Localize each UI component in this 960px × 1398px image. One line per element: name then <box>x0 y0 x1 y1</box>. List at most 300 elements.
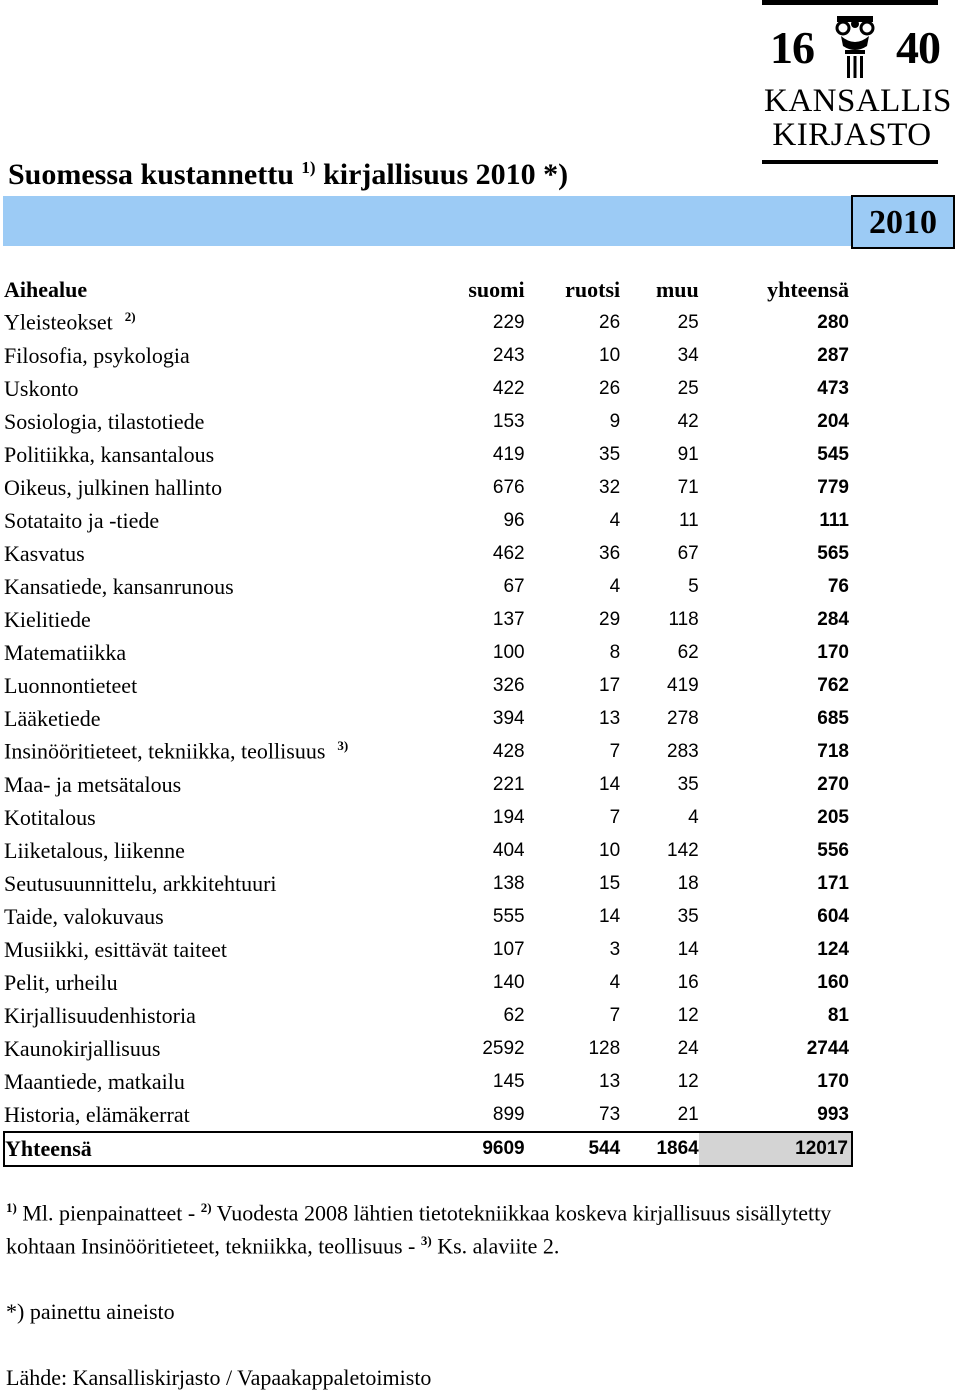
table-row <box>4 966 852 999</box>
row-total <box>699 537 852 570</box>
row-area <box>4 405 403 438</box>
row-ruotsi-text: 3 <box>609 938 621 960</box>
row-suomi-text: 2592 <box>482 1037 525 1059</box>
footnote-2-text2: Ks. alaviite 2. <box>431 1233 560 1259</box>
header-area: Aihealue <box>4 276 88 302</box>
table-row <box>4 570 852 603</box>
row-muu-text: 142 <box>667 839 699 861</box>
row-muu <box>620 702 699 735</box>
header-total: yhteensä <box>767 276 849 302</box>
row-area <box>4 999 403 1032</box>
row-ruotsi <box>525 1098 621 1132</box>
row-total <box>699 834 852 867</box>
row-ruotsi <box>525 504 621 537</box>
row-area-text: Filosofia, psykologia <box>4 342 190 368</box>
row-area <box>4 603 403 636</box>
row-muu <box>620 405 699 438</box>
row-area <box>4 471 403 504</box>
row-total-text: 205 <box>817 806 849 828</box>
row-suomi-text: 100 <box>492 641 525 663</box>
row-ruotsi <box>525 735 621 768</box>
row-muu <box>620 999 699 1032</box>
row-total <box>699 900 852 933</box>
row-muu <box>620 1065 699 1098</box>
table-row <box>4 900 852 933</box>
row-area <box>4 372 403 405</box>
row-ruotsi-text: 13 <box>599 707 621 729</box>
footnote-2-text1: kohtaan Insinööritieteet, tekniikka, teollisuus - <box>6 1233 421 1259</box>
row-suomi <box>403 372 524 405</box>
row-suomi-text: 899 <box>492 1103 525 1125</box>
row-suomi <box>403 504 524 537</box>
row-area <box>4 1065 403 1098</box>
row-area-text: Kasvatus <box>4 540 85 566</box>
row-total-text: 779 <box>817 476 849 498</box>
row-area <box>4 438 403 471</box>
row-muu-text: 34 <box>677 344 699 366</box>
row-total-text: 284 <box>817 608 849 630</box>
row-suomi-text: 462 <box>492 542 525 564</box>
row-area-text: Liiketalous, liikenne <box>4 837 185 863</box>
row-ruotsi-text: 17 <box>599 674 621 696</box>
column-capital-icon <box>833 14 877 80</box>
row-total <box>699 768 852 801</box>
row-ruotsi <box>525 669 621 702</box>
row-total-text: 171 <box>817 872 849 894</box>
row-ruotsi <box>525 702 621 735</box>
row-total <box>699 471 852 504</box>
row-suomi <box>403 1032 524 1065</box>
row-muu-text: 12 <box>677 1004 699 1026</box>
total-row <box>4 1132 852 1166</box>
table-row <box>4 603 852 636</box>
row-area-text: Kaunokirjallisuus <box>4 1035 161 1061</box>
row-area <box>4 504 403 537</box>
title-before: Suomessa kustannettu <box>8 158 294 191</box>
row-muu-text: 5 <box>688 575 699 597</box>
row-area <box>4 834 403 867</box>
table-row <box>4 372 852 405</box>
title-after: kirjallisuus 2010 *) <box>323 158 569 191</box>
row-total-text: 718 <box>817 740 849 762</box>
total-total: 12017 <box>699 1132 852 1166</box>
row-total <box>699 372 852 405</box>
row-suomi-text: 140 <box>492 971 525 993</box>
row-total <box>699 636 852 669</box>
footnote-1 <box>6 1200 831 1226</box>
table-row <box>4 867 852 900</box>
table-row <box>4 1065 852 1098</box>
row-area-text: Musiikki, esittävät taiteet <box>4 936 228 962</box>
row-area <box>4 735 403 768</box>
row-area <box>4 702 403 735</box>
row-area <box>4 933 403 966</box>
total-suomi: 9609 <box>403 1132 524 1166</box>
logo-year-right: 40 <box>896 21 940 73</box>
row-muu-text: 4 <box>688 806 699 828</box>
row-ruotsi <box>525 405 621 438</box>
logo-name-line2: KIRJASTO <box>772 117 932 153</box>
table-header-row <box>4 273 852 306</box>
row-area-text: Yleisteokset <box>4 309 113 335</box>
row-total <box>699 966 852 999</box>
row-ruotsi <box>525 306 621 339</box>
row-total-text: 604 <box>817 905 849 927</box>
row-suomi <box>403 306 524 339</box>
row-suomi-text: 555 <box>492 905 525 927</box>
row-total-text: 170 <box>817 641 849 663</box>
row-ruotsi <box>525 372 621 405</box>
logo-year-left: 16 <box>770 21 814 73</box>
row-suomi <box>403 735 524 768</box>
row-muu <box>620 570 699 603</box>
table-row <box>4 834 852 867</box>
table-row <box>4 801 852 834</box>
total-area: Yhteensä <box>4 1132 403 1166</box>
row-total-text: 170 <box>817 1070 849 1092</box>
row-total <box>699 999 852 1032</box>
row-total <box>699 702 852 735</box>
row-area-footnote: 2) <box>124 309 136 325</box>
year-box: 2010 <box>851 195 955 249</box>
row-total <box>699 801 852 834</box>
table-row <box>4 339 852 372</box>
row-area-text: Insinööritieteet, tekniikka, teollisuus <box>4 738 326 764</box>
row-muu-text: 14 <box>677 938 699 960</box>
row-suomi <box>403 636 524 669</box>
row-ruotsi-text: 26 <box>599 311 621 333</box>
row-ruotsi <box>525 1065 621 1098</box>
footnote-1-sup2: 2) <box>200 1200 212 1215</box>
row-ruotsi <box>525 900 621 933</box>
row-suomi-text: 194 <box>492 806 525 828</box>
row-area-text: Taide, valokuvaus <box>4 903 164 929</box>
row-suomi <box>403 768 524 801</box>
row-suomi-text: 137 <box>492 608 525 630</box>
row-suomi <box>403 1065 524 1098</box>
row-ruotsi <box>525 339 621 372</box>
row-ruotsi-text: 8 <box>609 641 621 663</box>
row-suomi-text: 419 <box>492 443 525 465</box>
row-suomi <box>403 999 524 1032</box>
row-suomi-text: 394 <box>492 707 525 729</box>
total-ruotsi: 544 <box>525 1132 621 1166</box>
row-total-text: 111 <box>819 509 849 531</box>
row-ruotsi-text: 13 <box>599 1070 621 1092</box>
row-muu <box>620 669 699 702</box>
row-suomi-text: 138 <box>492 872 525 894</box>
row-area-text: Sotataito ja -tiede <box>4 507 160 533</box>
row-muu <box>620 834 699 867</box>
row-muu <box>620 438 699 471</box>
row-muu-text: 11 <box>679 509 699 531</box>
row-suomi <box>403 966 524 999</box>
row-total-text: 473 <box>817 377 849 399</box>
row-area-footnote: 3) <box>337 738 349 754</box>
row-muu-text: 118 <box>668 608 699 630</box>
row-ruotsi-text: 128 <box>588 1037 621 1059</box>
row-total-text: 685 <box>817 707 849 729</box>
row-area <box>4 669 403 702</box>
table-row <box>4 471 852 504</box>
row-suomi <box>403 867 524 900</box>
row-total <box>699 438 852 471</box>
row-ruotsi-text: 4 <box>609 575 621 597</box>
row-muu <box>620 339 699 372</box>
row-ruotsi-text: 15 <box>599 872 621 894</box>
footnote-1-sup1: 1) <box>6 1200 17 1215</box>
row-suomi-text: 153 <box>492 410 525 432</box>
footnote-2-sup: 3) <box>420 1233 432 1248</box>
row-ruotsi <box>525 636 621 669</box>
row-muu-text: 67 <box>677 542 699 564</box>
header-suomi: suomi <box>468 276 525 302</box>
row-area <box>4 537 403 570</box>
table-row <box>4 1032 852 1065</box>
row-muu <box>620 900 699 933</box>
table-row <box>4 504 852 537</box>
row-muu-text: 25 <box>677 377 699 399</box>
table-row <box>4 537 852 570</box>
row-total <box>699 405 852 438</box>
row-suomi-text: 96 <box>503 509 525 531</box>
row-muu <box>620 768 699 801</box>
row-muu <box>620 537 699 570</box>
row-total <box>699 504 852 537</box>
row-suomi-text: 67 <box>503 575 525 597</box>
header-muu: muu <box>655 276 699 302</box>
table-row <box>4 768 852 801</box>
page-title <box>8 158 568 192</box>
row-muu-text: 16 <box>677 971 699 993</box>
row-ruotsi-text: 36 <box>599 542 621 564</box>
row-ruotsi <box>525 570 621 603</box>
row-muu <box>620 306 699 339</box>
row-area-text: Matematiikka <box>4 639 127 665</box>
kansalliskirjasto-logo <box>760 0 952 168</box>
row-suomi <box>403 537 524 570</box>
row-area-text: Pelit, urheilu <box>4 969 118 995</box>
row-muu <box>620 933 699 966</box>
row-ruotsi <box>525 471 621 504</box>
row-area <box>4 1098 403 1132</box>
row-ruotsi-text: 10 <box>599 344 621 366</box>
row-suomi <box>403 669 524 702</box>
row-ruotsi <box>525 768 621 801</box>
row-muu <box>620 603 699 636</box>
header-band <box>3 196 853 246</box>
row-ruotsi-text: 35 <box>599 443 621 465</box>
row-ruotsi-text: 7 <box>609 806 621 828</box>
row-ruotsi <box>525 966 621 999</box>
row-suomi-text: 229 <box>492 311 525 333</box>
row-area-text: Luonnontieteet <box>4 672 138 698</box>
row-muu-text: 71 <box>677 476 699 498</box>
row-ruotsi-text: 10 <box>599 839 621 861</box>
footnote-1-text1: Ml. pienpainatteet - <box>16 1200 201 1226</box>
row-muu-text: 18 <box>677 872 699 894</box>
row-suomi <box>403 933 524 966</box>
table-row <box>4 702 852 735</box>
row-muu-text: 24 <box>677 1037 699 1059</box>
row-area <box>4 966 403 999</box>
row-total-text: 762 <box>817 674 849 696</box>
row-total-text: 160 <box>817 971 849 993</box>
row-suomi <box>403 801 524 834</box>
row-ruotsi-text: 29 <box>599 608 621 630</box>
row-muu <box>620 801 699 834</box>
row-suomi-text: 428 <box>492 740 525 762</box>
logo-top-rule <box>762 0 938 5</box>
row-suomi <box>403 471 524 504</box>
row-suomi <box>403 1098 524 1132</box>
header-ruotsi: ruotsi <box>565 276 621 302</box>
row-total <box>699 306 852 339</box>
row-area-text: Kirjallisuudenhistoria <box>4 1002 196 1028</box>
row-area-text: Kansatiede, kansanrunous <box>4 573 234 599</box>
row-area-text: Lääketiede <box>4 705 101 731</box>
row-ruotsi <box>525 999 621 1032</box>
row-total <box>699 1065 852 1098</box>
row-muu <box>620 1032 699 1065</box>
row-total-text: 545 <box>817 443 849 465</box>
row-ruotsi-text: 9 <box>609 410 621 432</box>
footnote-2 <box>6 1233 559 1259</box>
row-ruotsi-text: 26 <box>599 377 621 399</box>
row-suomi <box>403 900 524 933</box>
row-muu-text: 42 <box>677 410 699 432</box>
row-suomi <box>403 702 524 735</box>
row-suomi <box>403 603 524 636</box>
row-area-text: Oikeus, julkinen hallinto <box>4 474 223 500</box>
row-ruotsi <box>525 834 621 867</box>
row-area-text: Historia, elämäkerrat <box>4 1101 190 1127</box>
row-muu-text: 21 <box>677 1103 699 1125</box>
row-area <box>4 867 403 900</box>
row-ruotsi <box>525 603 621 636</box>
row-total <box>699 867 852 900</box>
row-suomi <box>403 405 524 438</box>
row-muu <box>620 735 699 768</box>
row-suomi <box>403 339 524 372</box>
row-muu-text: 35 <box>677 905 699 927</box>
row-area-text: Maantiede, matkailu <box>4 1068 185 1094</box>
row-total <box>699 735 852 768</box>
row-suomi-text: 422 <box>492 377 525 399</box>
row-ruotsi-text: 32 <box>599 476 621 498</box>
table-row <box>4 999 852 1032</box>
row-muu-text: 25 <box>677 311 699 333</box>
row-area-text: Maa- ja metsätalous <box>4 771 182 797</box>
row-area <box>4 768 403 801</box>
row-ruotsi-text: 14 <box>599 773 621 795</box>
total-muu: 1864 <box>620 1132 699 1166</box>
row-suomi <box>403 570 524 603</box>
row-total <box>699 1032 852 1065</box>
row-total-text: 287 <box>817 344 849 366</box>
row-muu <box>620 867 699 900</box>
row-area <box>4 306 403 339</box>
row-muu <box>620 636 699 669</box>
row-total-text: 204 <box>817 410 849 432</box>
footnote-1-text2: Vuodesta 2008 lähtien tietotekniikkaa koskeva kirjallisuus sisällytetty <box>211 1200 832 1226</box>
row-ruotsi-text: 7 <box>609 1004 621 1026</box>
row-area <box>4 1032 403 1065</box>
row-suomi-text: 221 <box>492 773 525 795</box>
row-suomi <box>403 834 524 867</box>
row-muu-text: 91 <box>677 443 699 465</box>
row-muu-text: 278 <box>667 707 699 729</box>
row-suomi-text: 404 <box>492 839 525 861</box>
row-area-text: Kielitiede <box>4 606 91 632</box>
row-area-text: Sosiologia, tilastotiede <box>4 408 205 434</box>
row-total-text: 2744 <box>806 1037 849 1059</box>
row-suomi-text: 62 <box>503 1004 525 1026</box>
table-row <box>4 306 852 339</box>
row-ruotsi-text: 4 <box>609 971 621 993</box>
row-total-text: 556 <box>817 839 849 861</box>
table-row <box>4 1098 852 1132</box>
row-total <box>699 339 852 372</box>
logo-bottom-rule <box>762 160 938 164</box>
row-muu <box>620 966 699 999</box>
row-total-text: 270 <box>817 773 849 795</box>
row-area-text: Politiikka, kansantalous <box>4 441 215 467</box>
row-ruotsi-text: 14 <box>599 905 621 927</box>
row-total <box>699 1098 852 1132</box>
printed-note: *) painettu aineisto <box>6 1299 175 1324</box>
row-area <box>4 339 403 372</box>
row-total <box>699 603 852 636</box>
row-ruotsi-text: 4 <box>609 509 621 531</box>
row-ruotsi <box>525 537 621 570</box>
row-total-text: 565 <box>817 542 849 564</box>
row-total-text: 124 <box>817 938 849 960</box>
row-total-text: 993 <box>817 1103 849 1125</box>
table-row <box>4 405 852 438</box>
row-muu <box>620 372 699 405</box>
row-muu-text: 62 <box>677 641 699 663</box>
row-area-text: Uskonto <box>4 375 79 401</box>
table-row <box>4 669 852 702</box>
row-suomi-text: 145 <box>492 1070 525 1092</box>
row-muu <box>620 504 699 537</box>
title-sup: 1) <box>301 158 316 177</box>
row-total <box>699 933 852 966</box>
row-ruotsi-text: 73 <box>599 1103 621 1125</box>
row-suomi <box>403 438 524 471</box>
table-row <box>4 735 852 768</box>
row-total-text: 76 <box>827 575 849 597</box>
logo-name-line1: KANSALLIS <box>764 83 952 119</box>
row-total <box>699 570 852 603</box>
row-area <box>4 801 403 834</box>
row-muu-text: 35 <box>677 773 699 795</box>
table-row <box>4 438 852 471</box>
statistics-table <box>3 273 853 1167</box>
row-ruotsi <box>525 867 621 900</box>
row-suomi-text: 676 <box>492 476 525 498</box>
row-area-text: Kotitalous <box>4 804 96 830</box>
table-row <box>4 933 852 966</box>
row-muu <box>620 471 699 504</box>
row-suomi-text: 107 <box>492 938 525 960</box>
row-area <box>4 570 403 603</box>
row-suomi-text: 326 <box>492 674 525 696</box>
row-ruotsi <box>525 1032 621 1065</box>
row-area <box>4 636 403 669</box>
row-muu-text: 12 <box>677 1070 699 1092</box>
